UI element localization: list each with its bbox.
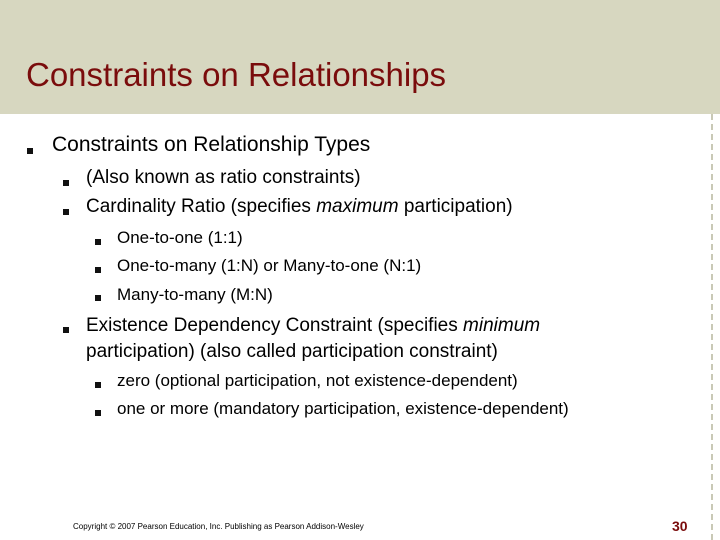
footer-copyright: Copyright © 2007 Pearson Education, Inc. Publishing as Pearson Addison-Wesley: [73, 522, 364, 531]
cardinality-emphasis: maximum: [316, 196, 399, 217]
bullet-many-to-many: Many-to-many (M:N): [117, 285, 273, 304]
bullet-one-to-many: One-to-many (1:N) or Many-to-one (N:1): [117, 256, 422, 275]
bullet-marker: [63, 209, 69, 215]
existence-emphasis: minimum: [463, 315, 541, 336]
bullet-marker: [95, 239, 101, 245]
bullet-marker: [63, 327, 69, 333]
bullet-one-to-one: One-to-one (1:1): [117, 228, 243, 247]
cardinality-text-end: participation): [398, 196, 513, 217]
bullet-marker: [95, 267, 101, 273]
bullet-existence: [86, 315, 540, 337]
bullet-marker: [63, 180, 69, 186]
bullet-cardinality: [86, 196, 513, 218]
bullet-marker: [27, 148, 33, 154]
bullet-existence-line2: participation) (also called participation constraint): [86, 341, 498, 362]
bullet-marker: [95, 410, 101, 416]
bullet-zero: zero (optional participation, not existence-dependent): [117, 371, 518, 390]
right-divider: [711, 114, 713, 540]
existence-text: Existence Dependency Constraint (specifies: [86, 315, 464, 336]
bullet-one-or-more: one or more (mandatory participation, existence-dependent): [117, 399, 569, 418]
bullet-marker: [95, 382, 101, 388]
bullet-ratio-aka: (Also known as ratio constraints): [86, 167, 361, 188]
slide-title: Constraints on Relationships: [26, 56, 447, 93]
bullet-marker: [95, 295, 101, 301]
page-number: 30: [672, 518, 688, 534]
bullet-main: Constraints on Relationship Types: [52, 133, 371, 156]
cardinality-text: Cardinality Ratio (specifies: [86, 196, 317, 217]
